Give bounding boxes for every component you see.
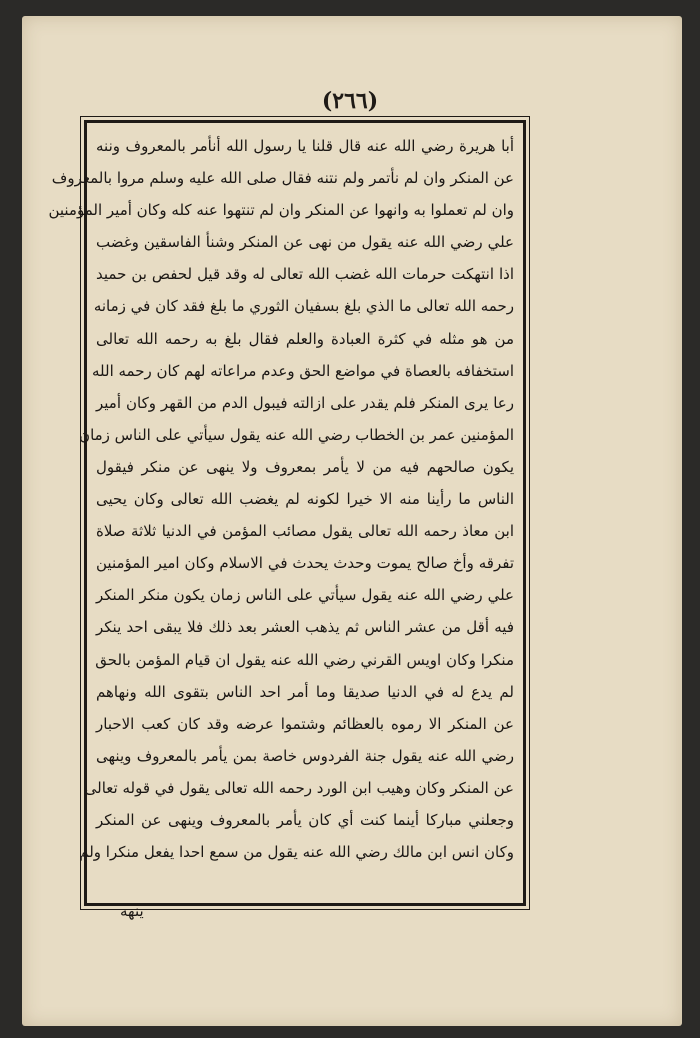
text-line: عن المنكر وان لم نأتمر ولم نتنه فقال صلى الله عليه وسلم مروا بالمعروف xyxy=(51,169,514,188)
text-line: وكان انس ابن مالك رضي الله عنه يقول من سمع احدا يفعل منكرا ولم xyxy=(79,843,514,862)
text-line: فيه أقل من عشر الناس ثم يذهب العشر بعد ذلك فلا يبقى احد ينكر xyxy=(96,618,514,637)
text-line: علي رضي الله عنه يقول من نهى عن المنكر وشنأ الفاسقين وغضب xyxy=(96,233,514,252)
text-line: وان لم تعملوا به وانهوا عن المنكر وان لم تنتهوا عنه كله وكان أمير المؤمنين xyxy=(48,201,514,220)
text-line: منكرا وكان اويس القرني رضي الله عنه يقول ان قيام المؤمن بالحق xyxy=(95,650,514,669)
text-line: الناس ما رأينا منه الا خيرا لكونه لم يغضب الله تعالى وكان يحيى xyxy=(96,490,514,509)
page-number: (٢٦٦) xyxy=(321,88,379,114)
text-line: ابن معاذ رحمه الله تعالى يقول مصائب المؤمن في الدنيا ثلاثة صلاة xyxy=(96,522,514,541)
text-line: علي رضي الله عنه يقول سيأتي على الناس زمان يكون منكر المنكر xyxy=(96,586,514,605)
text-line: عن المنكر وكان وهيب ابن الورد رحمه الله تعالى يقول في قوله تعالى xyxy=(84,778,514,797)
text-line: اذا انتهكت حرمات الله غضب الله تعالى له وقد قيل لحفص بن حميد xyxy=(96,265,514,284)
text-line: أبا هريرة رضي الله عنه قال قلنا يا رسول الله أنأمر بالمعروف وننه xyxy=(96,137,514,155)
text-line: تفرقه وأخ صالح يموت وحدث يحدث في الاسلام وكان امير المؤمنين xyxy=(96,554,514,573)
text-line: لم يدع له في الدنيا صديقا وما أمر احد الناس بتقوى الله ونهاهم xyxy=(96,682,514,701)
text-line: يكون صالحهم فيه من لا يأمر بمعروف ولا ينهى عن منكر فيقول xyxy=(96,457,514,476)
text-line: عن المنكر الا رموه بالعظائم وشتموا عرضه وقد كان كعب الاحبار xyxy=(96,714,514,733)
text-line: رضي الله عنه يقول جنة الفردوس خاصة بمن يأمر بالمعروف وينهى xyxy=(96,746,514,765)
text-line: وجعلني مباركا أينما كنت أي كان يأمر بالمعروف وينهى عن المنكر xyxy=(96,810,514,829)
text-block xyxy=(48,130,514,900)
text-line: المؤمنين عمر بن الخطاب رضي الله عنه يقول سيأتي على الناس زمان xyxy=(79,425,514,444)
text-line: من هو مثله في كثرة العبادة والعلم فقال بلغ به رحمه الله تعالى xyxy=(96,329,514,348)
text-line: رحمه الله تعالى ما الذي بلغ بسفيان الثوري ما بلغ فقد كان في زمانه xyxy=(93,297,514,316)
text-line: رعا يرى المنكر فلم يقدر على ازالته فيبول الدم من القهر وكان أمير xyxy=(96,393,514,412)
text-line: استخفافه بالعصاة في مواضع الحق وعدم مراعاته لهم كان رحمه الله xyxy=(92,361,514,380)
catchword: ينهه xyxy=(120,902,144,920)
